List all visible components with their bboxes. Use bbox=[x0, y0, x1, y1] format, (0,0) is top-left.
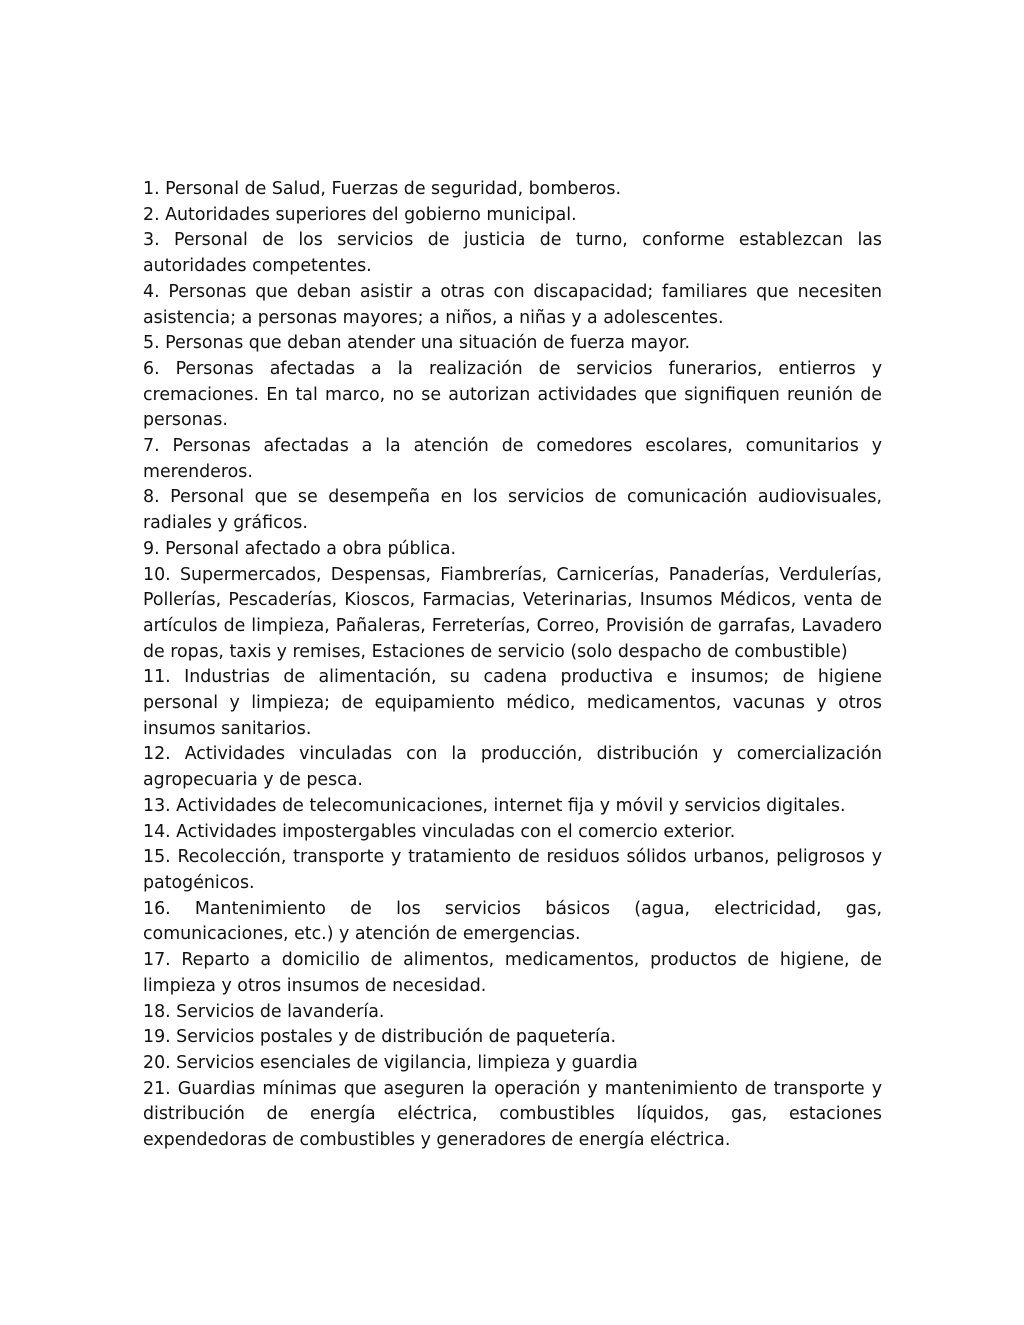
list-item-7: 7. Personas afectadas a la atención de comedores escolares, comunitarios y merenderos. bbox=[143, 436, 882, 482]
list-item-14: 14. Actividades impostergables vinculadas con el comercio exterior. bbox=[143, 821, 736, 842]
list-item-20: 20. Servicios esenciales de vigilancia, limpieza y guardia bbox=[143, 1052, 638, 1073]
list-item-17: 17. Reparto a domicilio de alimentos, medicamentos, productos de higiene, de limpieza y otros insumos de necesidad. bbox=[143, 950, 882, 996]
list-item-4: 4. Personas que deban asistir a otras con discapacidad; familiares que necesiten asistencia; a personas mayores; a niños, a niñas y a adolescentes. bbox=[143, 281, 882, 328]
list-item-3: 3. Personal de los servicios de justicia de turno, conforme establezcan las autoridades competentes. bbox=[143, 230, 882, 277]
list-item-2: 2. Autoridades superiores del gobierno municipal. bbox=[143, 204, 577, 225]
list-item-18: 18. Servicios de lavandería. bbox=[143, 1001, 385, 1022]
list-item-5: 5. Personas que deban atender una situación de fuerza mayor. bbox=[143, 333, 691, 354]
list-item-16: 16. Mantenimiento de los servicios básicos (agua, electricidad, gas, comunicaciones, etc.) y atención de emergencias. bbox=[143, 898, 882, 945]
list-item-9: 9. Personal afectado a obra pública. bbox=[143, 538, 457, 559]
list-item-6: 6. Personas afectadas a la realización de servicios funerarios, entierros y cremaciones. En tal marco, no se autorizan actividades que signifiquen reunión de personas. bbox=[143, 358, 882, 431]
list-item-8: 8. Personal que se desempeña en los servicios de comunicación audiovisuales, radiales y gráficos. bbox=[143, 487, 882, 534]
list-item-1: 1. Personal de Salud, Fuerzas de seguridad, bomberos. bbox=[143, 179, 621, 199]
list-item-21: 21. Guardias mínimas que aseguren la operación y mantenimiento de transporte y distribución de energía eléctrica, combustibles líquidos, gas, estaciones expendedoras de combustibles y generadores de energía eléctrica. bbox=[143, 1078, 882, 1151]
list-item-10: 10. Supermercados, Despensas, Fiambrerías, Carnicerías, Panaderías, Verdulerías, Pollerías, Pescaderías, Kioscos, Farmacias, Veterinarias, Insumos Médicos, venta de artículos de limpieza, Pañaleras, Ferreterías, Correo, Provisión de garrafas, Lavadero de ropas, taxis y remises, Estaciones de servicio (solo despacho de combustible) bbox=[143, 564, 882, 662]
list-item-11: 11. Industrias de alimentación, su cadena productiva e insumos; de higiene personal y limpieza; de equipamiento médico, medicamentos, vacunas y otros insumos sanitarios. bbox=[143, 667, 882, 739]
list-item-19: 19. Servicios postales y de distribución de paquetería. bbox=[143, 1027, 617, 1048]
document-body bbox=[143, 177, 882, 1154]
list-item-12: 12. Actividades vinculadas con la producción, distribución y comercialización agropecuaria y de pesca. bbox=[143, 744, 882, 791]
list-item-13: 13. Actividades de telecomunicaciones, internet fija y móvil y servicios digitales. bbox=[143, 795, 846, 816]
list-item-15: 15. Recolección, transporte y tratamiento de residuos sólidos urbanos, peligrosos y patogénicos. bbox=[143, 847, 882, 893]
